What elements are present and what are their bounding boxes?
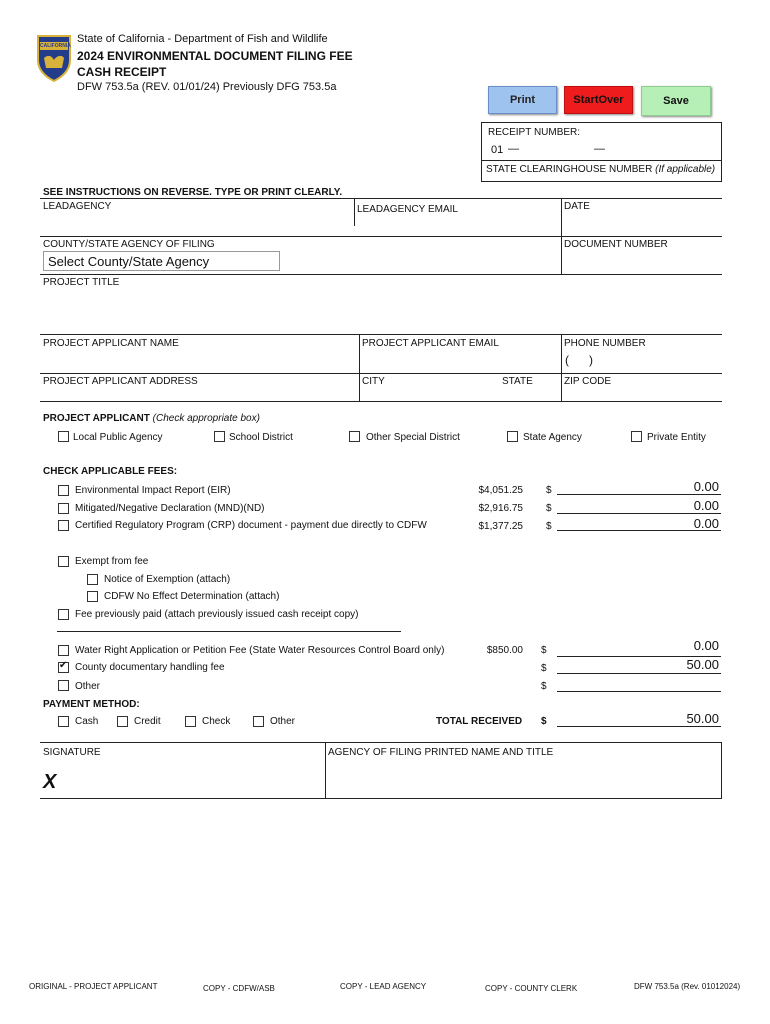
local-public-agency-checkbox[interactable]	[58, 431, 69, 442]
water-right-dollar: $	[541, 645, 547, 656]
water-right-fee: $850.00	[486, 645, 523, 656]
crp-checkbox[interactable]	[58, 520, 69, 531]
lead-agency-label: LEADAGENCY	[43, 201, 112, 212]
lead-agency-email-label: LEADAGENCY EMAIL	[357, 204, 458, 215]
eir-fee: $4,051.25	[478, 485, 523, 496]
receipt-number-label: RECEIPT NUMBER:	[488, 127, 581, 138]
signature-label: SIGNATURE	[43, 747, 101, 758]
total-dollar: $	[541, 716, 547, 727]
state-agency-checkbox[interactable]	[507, 431, 518, 442]
section-divider	[57, 631, 401, 632]
cash-checkbox[interactable]	[58, 716, 69, 727]
project-title-label: PROJECT TITLE	[43, 277, 120, 288]
footer-form-rev: DFW 753.5a (Rev. 01012024)	[634, 982, 741, 991]
exempt-checkbox[interactable]	[58, 556, 69, 567]
other-fee-label: Other	[75, 681, 101, 692]
logo-text: CALIFORNIA	[40, 43, 71, 49]
receipt-dash-1: —	[508, 143, 519, 155]
payment-method-label: PAYMENT METHOD:	[43, 699, 140, 710]
agency-name-title-label: AGENCY OF FILING PRINTED NAME AND TITLE	[328, 747, 554, 758]
applicant-name-label: PROJECT APPLICANT NAME	[43, 338, 179, 349]
local-public-agency-label: Local Public Agency	[73, 432, 163, 443]
county-fee-label: County documentary handling fee	[75, 662, 225, 673]
applicant-type-note: (Check appropriate box)	[152, 413, 260, 424]
county-fee-amount[interactable]: 50.00	[686, 657, 719, 672]
print-button[interactable]: Print	[488, 86, 557, 114]
applicant-email-label: PROJECT APPLICANT EMAIL	[362, 338, 499, 349]
no-effect-label: CDFW No Effect Determination (attach)	[104, 591, 280, 602]
county-fee-checkbox[interactable]	[58, 662, 69, 673]
county-fee-dollar: $	[541, 663, 547, 674]
city-label: CITY	[362, 376, 385, 387]
state-label: STATE	[502, 376, 533, 387]
signature-mark: X	[43, 771, 57, 793]
eir-amount[interactable]: 0.00	[693, 479, 719, 494]
agency-name: State of California - Department of Fish and Wildlife	[77, 33, 328, 45]
shield-icon	[36, 34, 72, 82]
no-effect-checkbox[interactable]	[87, 591, 98, 602]
footer-copy-county: COPY - COUNTY CLERK	[485, 984, 578, 993]
form-subtitle: CASH RECEIPT	[77, 65, 167, 79]
other-payment-label: Other	[270, 716, 296, 727]
county-agency-label: COUNTY/STATE AGENCY OF FILING	[43, 239, 215, 250]
footer-original: ORIGINAL - PROJECT APPLICANT	[29, 982, 158, 991]
prev-paid-label: Fee previously paid (attach previously issued cash receipt copy)	[75, 609, 359, 620]
cash-label: Cash	[75, 716, 99, 727]
cdfw-logo	[36, 34, 72, 82]
prev-paid-checkbox[interactable]	[58, 609, 69, 620]
clearinghouse-note: (If applicable)	[655, 164, 716, 175]
total-received-label: TOTAL RECEIVED	[436, 716, 523, 727]
footer-copy-lead: COPY - LEAD AGENCY	[340, 982, 427, 991]
crp-amount[interactable]: 0.00	[693, 516, 719, 531]
credit-label: Credit	[134, 716, 161, 727]
water-right-checkbox[interactable]	[58, 645, 69, 656]
eir-checkbox[interactable]	[58, 485, 69, 496]
county-agency-select[interactable]: Select County/State Agency	[43, 251, 280, 271]
water-right-amount[interactable]: 0.00	[693, 638, 719, 653]
start-over-button[interactable]: StartOver	[564, 86, 633, 114]
crp-label: Certified Regulatory Program (CRP) document - payment due directly to CDFW	[75, 520, 427, 531]
other-special-district-label: Other Special District	[366, 432, 460, 443]
water-right-label: Water Right Application or Petition Fee (State Water Resources Control Board only)	[75, 645, 445, 656]
phone-label: PHONE NUMBER	[564, 338, 646, 349]
other-fee-checkbox[interactable]	[58, 680, 69, 691]
receipt-dash-2: —	[594, 143, 605, 155]
mnd-amount[interactable]: 0.00	[693, 498, 719, 513]
form-id: DFW 753.5a (REV. 01/01/24) Previously DFG 753.5a	[77, 81, 337, 93]
check-label: Check	[202, 716, 231, 727]
state-agency-label: State Agency	[523, 432, 582, 443]
total-received-amount[interactable]: 50.00	[686, 711, 719, 726]
eir-dollar: $	[546, 485, 552, 496]
fees-label: CHECK APPLICABLE FEES:	[43, 466, 178, 477]
applicant-type-title: PROJECT APPLICANT	[43, 413, 150, 424]
crp-fee: $1,377.25	[478, 521, 523, 532]
other-fee-dollar: $	[541, 681, 547, 692]
crp-dollar: $	[546, 521, 552, 532]
footer-copy-cdfw: COPY - CDFW/ASB	[203, 984, 275, 993]
save-button[interactable]: Save	[641, 86, 711, 116]
exempt-label: Exempt from fee	[75, 556, 149, 567]
phone-parens: ( )	[565, 353, 593, 367]
school-district-label: School District	[229, 432, 293, 443]
instructions: SEE INSTRUCTIONS ON REVERSE. TYPE OR PRINT CLEARLY.	[43, 187, 343, 198]
credit-checkbox[interactable]	[117, 716, 128, 727]
document-number-label: DOCUMENT NUMBER	[564, 239, 668, 250]
other-payment-checkbox[interactable]	[253, 716, 264, 727]
eir-label: Environmental Impact Report (EIR)	[75, 485, 231, 496]
clearinghouse-label	[486, 164, 715, 175]
applicant-address-label: PROJECT APPLICANT ADDRESS	[43, 376, 198, 387]
private-entity-checkbox[interactable]	[631, 431, 642, 442]
applicant-type-label	[43, 413, 260, 424]
form-title: 2024 ENVIRONMENTAL DOCUMENT FILING FEE	[77, 49, 353, 63]
noe-checkbox[interactable]	[87, 574, 98, 585]
noe-label: Notice of Exemption (attach)	[104, 574, 231, 585]
private-entity-label: Private Entity	[647, 432, 706, 443]
clearinghouse-label-text: STATE CLEARINGHOUSE NUMBER	[486, 164, 653, 175]
mnd-checkbox[interactable]	[58, 503, 69, 514]
other-special-district-checkbox[interactable]	[349, 431, 360, 442]
mnd-label: Mitigated/Negative Declaration (MND)(ND)	[75, 503, 265, 514]
check-checkbox[interactable]	[185, 716, 196, 727]
school-district-checkbox[interactable]	[214, 431, 225, 442]
mnd-dollar: $	[546, 503, 552, 514]
mnd-fee: $2,916.75	[478, 503, 523, 514]
receipt-number-prefix: 01	[491, 144, 504, 156]
zip-label: ZIP CODE	[564, 376, 612, 387]
date-label: DATE	[564, 201, 590, 212]
